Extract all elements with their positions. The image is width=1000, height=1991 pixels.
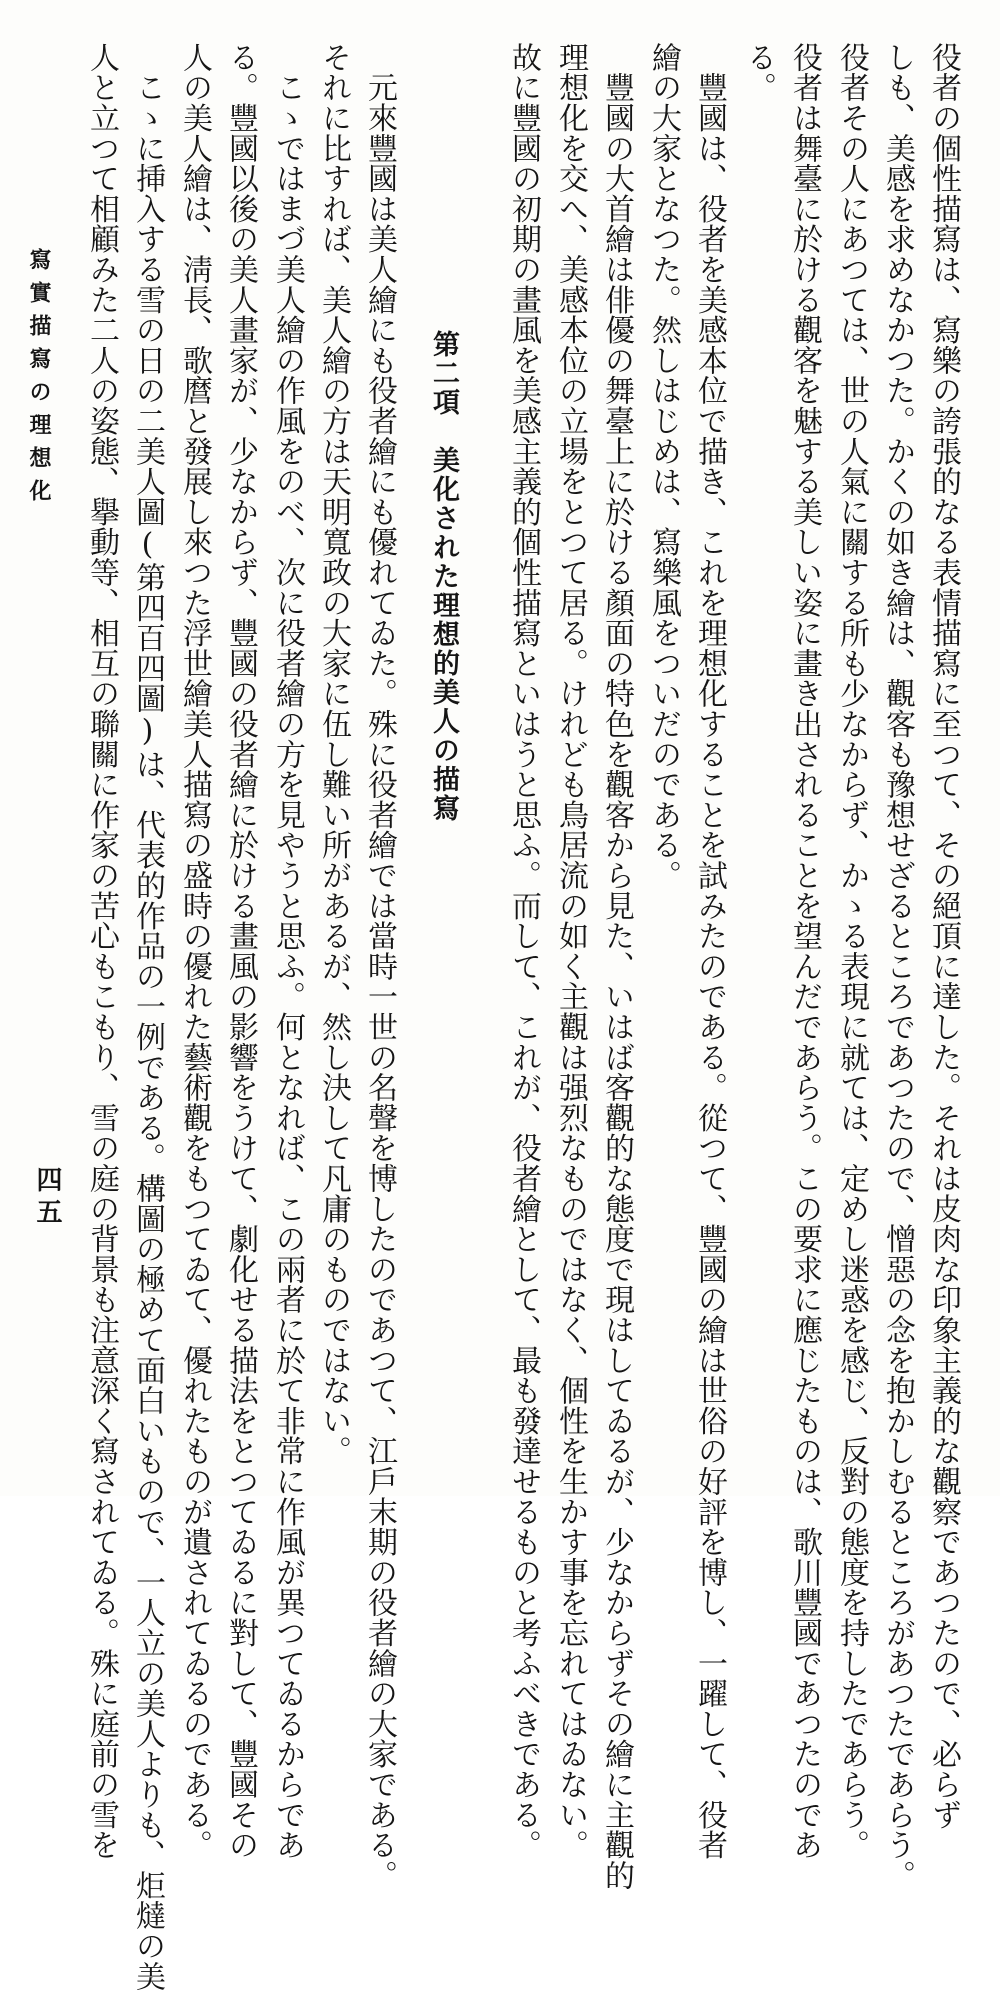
- text-line: 役者その人にあつては、世の人氣に關する所も少なからず、かゝる表現に就ては、定めし迷惑を感じ、反對の態度を持したであらう。: [834, 42, 869, 1860]
- text-line: しも、美感を求めなかつた。かくの如き繪は、觀客も豫想せざるところであつたので、憎惡の念を抱かしむるところがあつたであらう。: [880, 42, 915, 1891]
- running-header: 寫實描寫の理想化: [26, 248, 52, 512]
- page-number: 四五: [32, 1166, 62, 1230]
- text-line: 元來豐國は美人繪にも役者繪にも優れてゐた。殊に役者繪では當時一世の名聲を博したのであつて、江戶末期の役者繪の大家である。: [362, 42, 397, 1891]
- text-line: 豐國は、役者を美感本位で描き、これを理想化することを試みたのである。從つて、豐國の繪は世俗の好評を博し、一躍して、役者: [692, 42, 727, 1860]
- text-line: こゝに挿入する雪の日の二美人圖(第四百四圖)は、代表的作品の一例である。構圖の極めて面白いもので、一人立の美人よりも、炬燵の美: [130, 42, 165, 1991]
- text-line: 役者の個性描寫は、寫樂の誇張的なる表情描寫に至つて、その絕頂に達した。それは皮肉な印象主義的な觀察であつたので、必らず: [926, 42, 961, 1830]
- text-line: 人の美人繪は、淸長、歌麿と發展し來つた浮世繪美人描寫の盛時の優れた藝術觀をもつてゐて、優れたものが遺されてゐるのである。: [177, 42, 212, 1860]
- text-line: る。: [741, 42, 776, 103]
- section-heading: 第二項 美化された理想的美人の描寫: [428, 330, 459, 823]
- text-line: 繪の大家となつた。然しはじめは、寫樂風をついだのである。: [646, 42, 681, 891]
- text-line: 豐國の大首繪は俳優の舞臺上に於ける顏面の特色を觀客から見た、いはば客觀的な態度で現はしてゐるが、少なからずその繪に主觀的: [599, 42, 634, 1891]
- text-line: 役者は舞臺に於ける觀客を魅する美しい姿に畫き出されることを望んだであらう。この要求に應じたものは、歌川豐國であつたのであ: [787, 42, 822, 1860]
- text-line: 人と立つて相顧みた二人の姿態、擧動等、相互の聯關に作家の苦心もこもり、雪の庭の背景も注意深く寫されてゐる。殊に庭前の雪を: [84, 42, 119, 1860]
- text-line: 理想化を交へ、美感本位の立場をとつて居る。けれども鳥居流の如く主觀は强烈なものではなく、個性を生かす事を忘れてはゐない。: [553, 42, 588, 1860]
- text-line: こゝではまづ美人繪の作風をのべ、次に役者繪の方を見やうと思ふ。何となれば、この兩者に於て非常に作風が異つてゐるからであ: [270, 42, 305, 1860]
- text-line: それに比すれば、美人繪の方は天明寬政の大家に伍し難い所があるが、然し決して凡庸のものではない。: [316, 42, 351, 1467]
- text-line: 故に豐國の初期の畫風を美感主義的個性描寫といはうと思ふ。而して、これが、役者繪として、最も發達せるものと考ふべきである。: [506, 42, 541, 1860]
- text-line: る。豐國以後の美人畫家が、少なからず、豐國の役者繪に於ける畫風の影響をうけて、劇化せる描法をとつてゐるに對して、豐國その: [223, 42, 258, 1860]
